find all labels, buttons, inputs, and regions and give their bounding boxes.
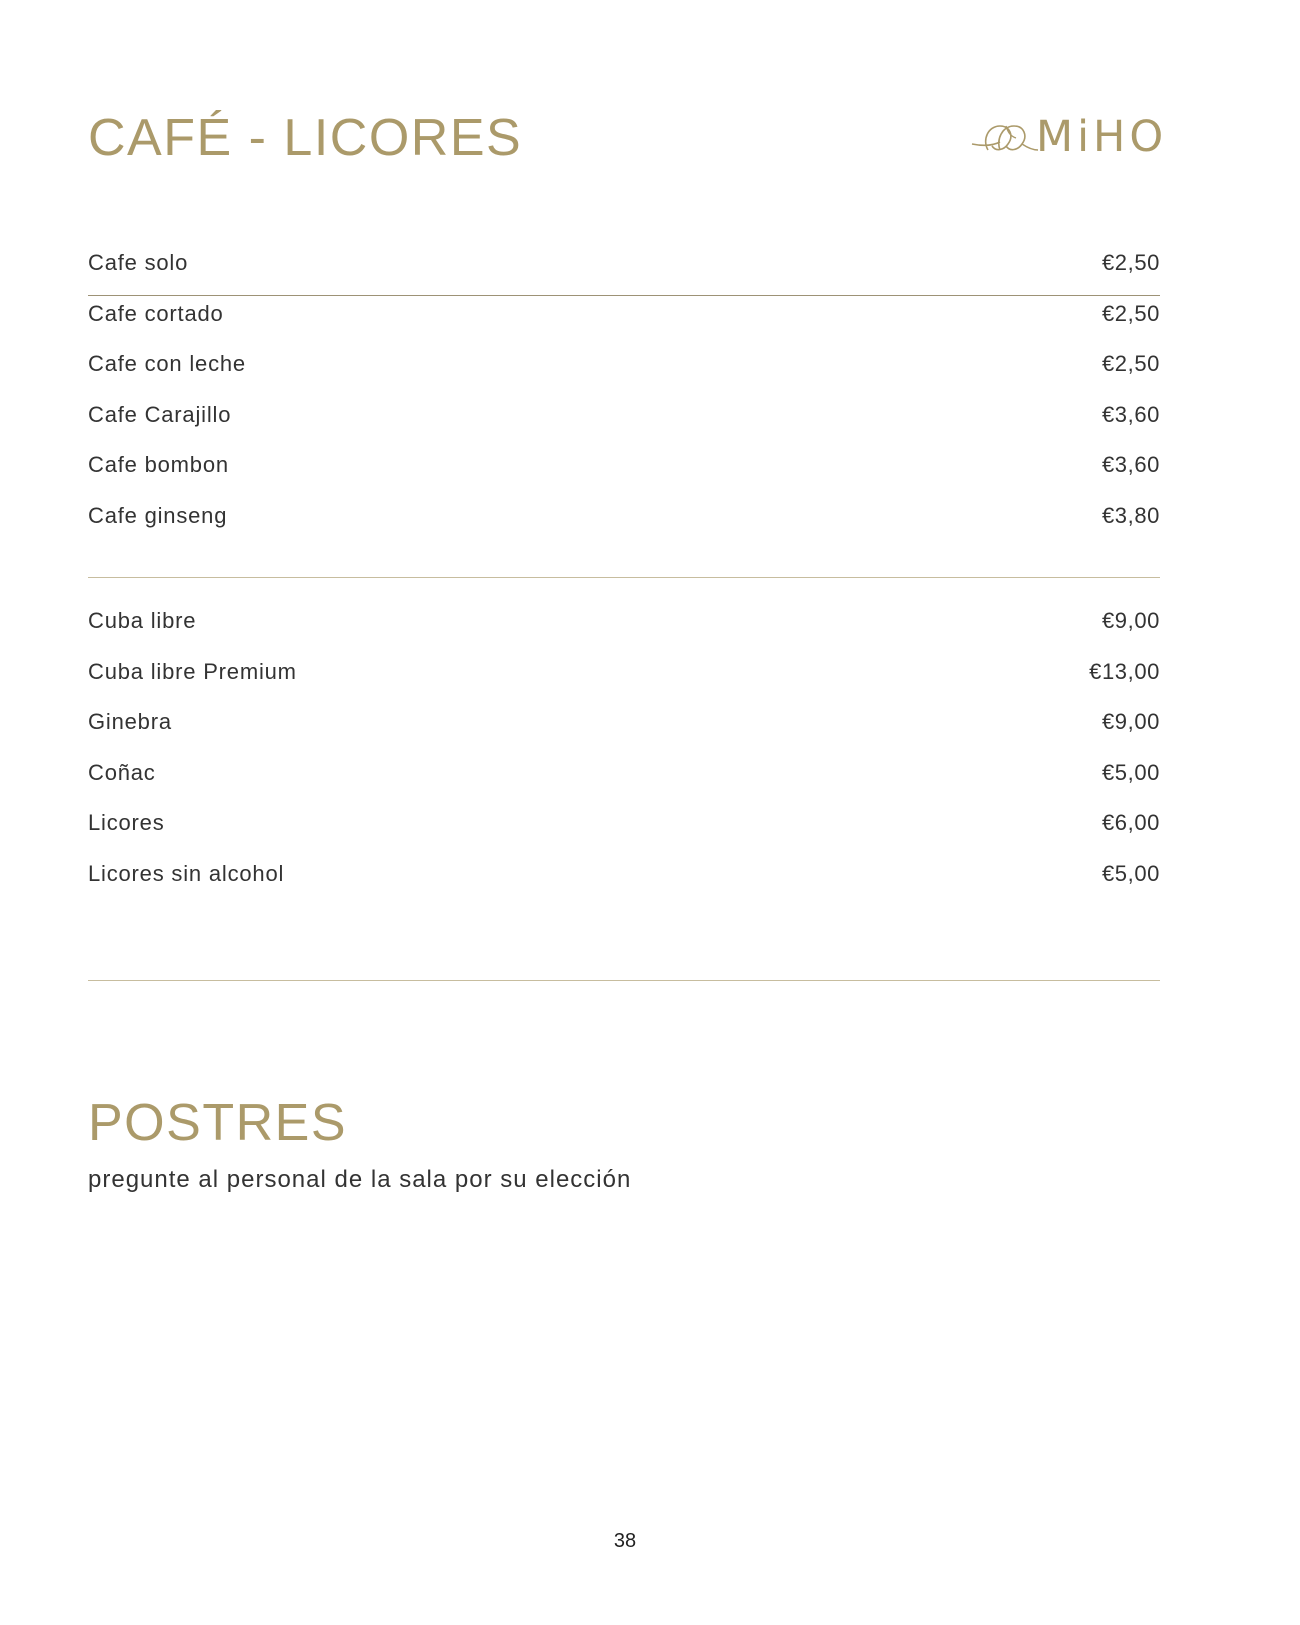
item-price: €2,50 (1101, 300, 1160, 326)
item-name: Cafe solo (88, 250, 189, 276)
menu-item (88, 798, 1160, 849)
item-price: €6,00 (1101, 810, 1160, 836)
item-price: €5,00 (1101, 759, 1160, 785)
menu-item (88, 596, 1160, 647)
menu-item (88, 849, 1160, 900)
divider (88, 295, 1160, 296)
item-name: Cafe ginseng (88, 502, 228, 528)
menu-item (88, 748, 1160, 799)
item-price: €13,00 (1089, 658, 1160, 684)
divider (88, 980, 1160, 981)
menu-item (88, 390, 1160, 441)
item-price: €9,00 (1101, 608, 1160, 634)
item-name: Cafe cortado (88, 300, 224, 326)
menu-item (88, 647, 1160, 698)
item-name: Cafe Carajillo (88, 401, 232, 427)
item-name: Cuba libre (88, 608, 197, 634)
menu-item (88, 440, 1160, 491)
item-name: Cafe bombon (88, 452, 229, 478)
fish-logo-icon (970, 116, 1040, 160)
item-price: €2,50 (1101, 351, 1160, 377)
licores-list (88, 596, 1160, 899)
section-title-postres: POSTRES (88, 1094, 347, 1152)
menu-item (88, 697, 1160, 748)
miho-logo (970, 110, 1168, 166)
item-price: €5,00 (1101, 860, 1160, 886)
item-price: €2,50 (1101, 250, 1160, 276)
item-name: Cuba libre Premium (88, 658, 297, 684)
item-name: Cafe con leche (88, 351, 246, 377)
menu-item (88, 491, 1160, 542)
item-name: Ginebra (88, 709, 172, 735)
menu-item (88, 238, 1160, 289)
menu-item (88, 339, 1160, 390)
page-number: 38 (613, 1530, 637, 1552)
divider (88, 577, 1160, 578)
page-title: CAFÉ - LICORES (88, 109, 523, 167)
menu-item (88, 289, 1160, 340)
logo-wordmark: MiHO (1036, 112, 1168, 162)
item-price: €3,60 (1101, 452, 1160, 478)
item-name: Licores (88, 810, 165, 836)
item-price: €3,60 (1101, 401, 1160, 427)
item-price: €9,00 (1101, 709, 1160, 735)
item-name: Coñac (88, 759, 156, 785)
item-name: Licores sin alcohol (88, 860, 285, 886)
section-note: pregunte al personal de la sala por su elección (88, 1166, 632, 1193)
cafe-list (88, 238, 1160, 541)
item-price: €3,80 (1101, 502, 1160, 528)
